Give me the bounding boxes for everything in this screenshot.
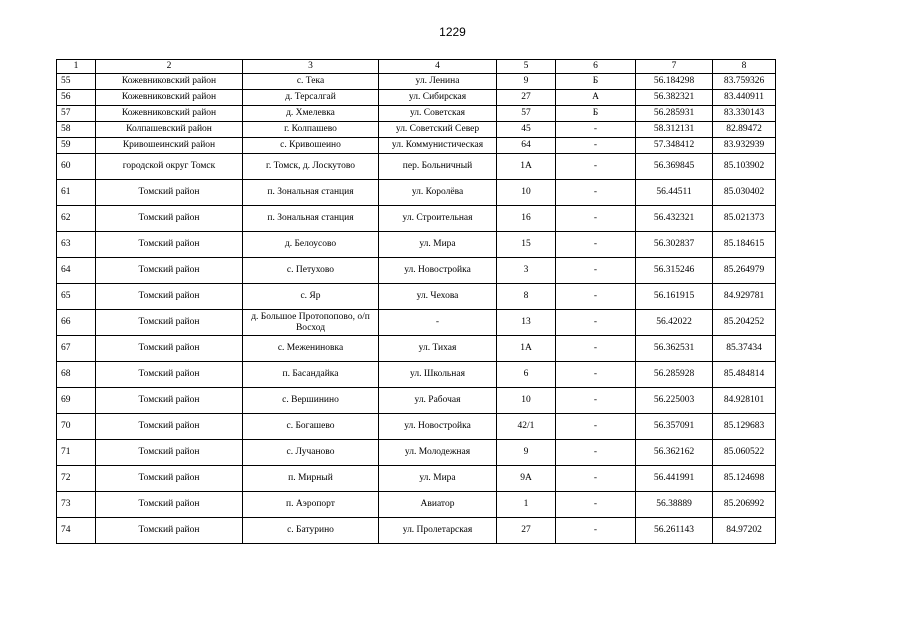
street-cell: ул. Сибирская xyxy=(379,90,497,106)
table-row xyxy=(57,388,776,414)
house-number-cell: 45 xyxy=(497,122,556,138)
table-row xyxy=(57,74,776,90)
latitude-cell: 56.285931 xyxy=(636,106,713,122)
latitude-cell: 56.161915 xyxy=(636,284,713,310)
table-row xyxy=(57,518,776,544)
settlement-cell: с. Вершинино xyxy=(243,388,379,414)
building-cell: - xyxy=(556,414,636,440)
column-header: 4 xyxy=(379,60,497,74)
house-number-cell: 9 xyxy=(497,74,556,90)
building-cell: - xyxy=(556,258,636,284)
latitude-cell: 56.184298 xyxy=(636,74,713,90)
street-cell: ул. Мира xyxy=(379,232,497,258)
longitude-cell: 83.932939 xyxy=(713,138,776,154)
house-number-cell: 9А xyxy=(497,466,556,492)
longitude-cell: 85.264979 xyxy=(713,258,776,284)
row-number-cell: 55 xyxy=(57,74,96,90)
street-cell: ул. Тихая xyxy=(379,336,497,362)
row-number-cell: 60 xyxy=(57,154,96,180)
column-header: 5 xyxy=(497,60,556,74)
latitude-cell: 56.362531 xyxy=(636,336,713,362)
district-cell: Томский район xyxy=(96,284,243,310)
longitude-cell: 84.97202 xyxy=(713,518,776,544)
district-cell: Томский район xyxy=(96,258,243,284)
house-number-cell: 8 xyxy=(497,284,556,310)
building-cell: - xyxy=(556,154,636,180)
latitude-cell: 57.348412 xyxy=(636,138,713,154)
street-cell: ул. Новостройка xyxy=(379,414,497,440)
latitude-cell: 56.261143 xyxy=(636,518,713,544)
table-row xyxy=(57,106,776,122)
latitude-cell: 56.42022 xyxy=(636,310,713,336)
row-number-cell: 72 xyxy=(57,466,96,492)
longitude-cell: 85.060522 xyxy=(713,440,776,466)
settlement-cell: с. Петухово xyxy=(243,258,379,284)
row-number-cell: 58 xyxy=(57,122,96,138)
table-row xyxy=(57,138,776,154)
row-number-cell: 67 xyxy=(57,336,96,362)
longitude-cell: 85.484814 xyxy=(713,362,776,388)
district-cell: Томский район xyxy=(96,206,243,232)
row-number-cell: 65 xyxy=(57,284,96,310)
latitude-cell: 56.285928 xyxy=(636,362,713,388)
district-cell: Томский район xyxy=(96,336,243,362)
table-row xyxy=(57,440,776,466)
table-row xyxy=(57,154,776,180)
row-number-cell: 64 xyxy=(57,258,96,284)
district-cell: Томский район xyxy=(96,232,243,258)
longitude-cell: 85.103902 xyxy=(713,154,776,180)
settlement-cell: д. Терсалгай xyxy=(243,90,379,106)
street-cell: ул. Мира xyxy=(379,466,497,492)
longitude-cell: 85.184615 xyxy=(713,232,776,258)
house-number-cell: 27 xyxy=(497,518,556,544)
district-cell: Кривошеинский район xyxy=(96,138,243,154)
house-number-cell: 57 xyxy=(497,106,556,122)
latitude-cell: 56.362162 xyxy=(636,440,713,466)
street-cell: ул. Чехова xyxy=(379,284,497,310)
table-row xyxy=(57,180,776,206)
longitude-cell: 85.204252 xyxy=(713,310,776,336)
building-cell: - xyxy=(556,388,636,414)
building-cell: - xyxy=(556,466,636,492)
district-cell: Томский район xyxy=(96,310,243,336)
district-cell: Кожевниковский район xyxy=(96,90,243,106)
street-cell: ул. Советская xyxy=(379,106,497,122)
street-cell: пер. Больничный xyxy=(379,154,497,180)
longitude-cell: 83.759326 xyxy=(713,74,776,90)
row-number-cell: 57 xyxy=(57,106,96,122)
table-row xyxy=(57,336,776,362)
column-header: 8 xyxy=(713,60,776,74)
house-number-cell: 6 xyxy=(497,362,556,388)
district-cell: Томский район xyxy=(96,180,243,206)
settlement-cell: с. Яр xyxy=(243,284,379,310)
street-cell: Авиатор xyxy=(379,492,497,518)
house-number-cell: 10 xyxy=(497,180,556,206)
latitude-cell: 56.432321 xyxy=(636,206,713,232)
building-cell: Б xyxy=(556,106,636,122)
settlement-cell: г. Томск, д. Лоскутово xyxy=(243,154,379,180)
page-number: 1229 xyxy=(439,25,466,39)
street-cell: ул. Королёва xyxy=(379,180,497,206)
settlement-cell: с. Межениновка xyxy=(243,336,379,362)
settlement-cell: п. Басандайка xyxy=(243,362,379,388)
row-number-cell: 63 xyxy=(57,232,96,258)
settlement-cell: с. Лучаново xyxy=(243,440,379,466)
house-number-cell: 15 xyxy=(497,232,556,258)
settlement-cell: с. Тека xyxy=(243,74,379,90)
row-number-cell: 59 xyxy=(57,138,96,154)
house-number-cell: 9 xyxy=(497,440,556,466)
latitude-cell: 58.312131 xyxy=(636,122,713,138)
latitude-cell: 56.315246 xyxy=(636,258,713,284)
latitude-cell: 56.382321 xyxy=(636,90,713,106)
data-table xyxy=(56,59,776,544)
latitude-cell: 56.357091 xyxy=(636,414,713,440)
table-row xyxy=(57,232,776,258)
street-cell: ул. Советский Север xyxy=(379,122,497,138)
row-number-cell: 74 xyxy=(57,518,96,544)
table-row xyxy=(57,284,776,310)
house-number-cell: 1А xyxy=(497,336,556,362)
building-cell: - xyxy=(556,284,636,310)
house-number-cell: 1А xyxy=(497,154,556,180)
building-cell: - xyxy=(556,310,636,336)
column-header: 6 xyxy=(556,60,636,74)
district-cell: Томский район xyxy=(96,440,243,466)
row-number-cell: 68 xyxy=(57,362,96,388)
table-row xyxy=(57,362,776,388)
building-cell: - xyxy=(556,336,636,362)
street-cell: ул. Строительная xyxy=(379,206,497,232)
house-number-cell: 3 xyxy=(497,258,556,284)
settlement-cell: с. Богашево xyxy=(243,414,379,440)
row-number-cell: 73 xyxy=(57,492,96,518)
table-row xyxy=(57,122,776,138)
district-cell: Томский район xyxy=(96,388,243,414)
district-cell: Томский район xyxy=(96,414,243,440)
settlement-cell: д. Белоусово xyxy=(243,232,379,258)
building-cell: - xyxy=(556,122,636,138)
street-cell: ул. Молодежная xyxy=(379,440,497,466)
longitude-cell: 85.030402 xyxy=(713,180,776,206)
district-cell: Томский район xyxy=(96,492,243,518)
building-cell: - xyxy=(556,206,636,232)
latitude-cell: 56.369845 xyxy=(636,154,713,180)
settlement-cell: г. Колпашево xyxy=(243,122,379,138)
building-cell: - xyxy=(556,492,636,518)
street-cell: ул. Новостройка xyxy=(379,258,497,284)
settlement-cell: п. Зональная станция xyxy=(243,206,379,232)
building-cell: - xyxy=(556,138,636,154)
building-cell: - xyxy=(556,440,636,466)
latitude-cell: 56.44511 xyxy=(636,180,713,206)
building-cell: А xyxy=(556,90,636,106)
street-cell: ул. Пролетарская xyxy=(379,518,497,544)
district-cell: Кожевниковский район xyxy=(96,74,243,90)
longitude-cell: 85.206992 xyxy=(713,492,776,518)
street-cell: ул. Школьная xyxy=(379,362,497,388)
building-cell: - xyxy=(556,362,636,388)
building-cell: - xyxy=(556,180,636,206)
row-number-cell: 56 xyxy=(57,90,96,106)
house-number-cell: 1 xyxy=(497,492,556,518)
column-header: 1 xyxy=(57,60,96,74)
settlement-cell: п. Мирный xyxy=(243,466,379,492)
house-number-cell: 42/1 xyxy=(497,414,556,440)
settlement-cell: п. Аэропорт xyxy=(243,492,379,518)
row-number-cell: 71 xyxy=(57,440,96,466)
longitude-cell: 83.330143 xyxy=(713,106,776,122)
house-number-cell: 64 xyxy=(497,138,556,154)
column-header: 2 xyxy=(96,60,243,74)
column-header: 3 xyxy=(243,60,379,74)
table-header-row xyxy=(57,60,776,74)
longitude-cell: 85.37434 xyxy=(713,336,776,362)
street-cell: - xyxy=(379,310,497,336)
house-number-cell: 16 xyxy=(497,206,556,232)
settlement-cell: д. Большое Протопопово, о/п Восход xyxy=(243,310,379,336)
latitude-cell: 56.441991 xyxy=(636,466,713,492)
longitude-cell: 83.440911 xyxy=(713,90,776,106)
building-cell: Б xyxy=(556,74,636,90)
table-row xyxy=(57,310,776,336)
settlement-cell: с. Кривошеино xyxy=(243,138,379,154)
longitude-cell: 85.124698 xyxy=(713,466,776,492)
column-header: 7 xyxy=(636,60,713,74)
street-cell: ул. Рабочая xyxy=(379,388,497,414)
district-cell: Томский район xyxy=(96,518,243,544)
table-row xyxy=(57,258,776,284)
district-cell: Томский район xyxy=(96,362,243,388)
longitude-cell: 85.129683 xyxy=(713,414,776,440)
row-number-cell: 69 xyxy=(57,388,96,414)
street-cell: ул. Коммунистическая xyxy=(379,138,497,154)
row-number-cell: 66 xyxy=(57,310,96,336)
row-number-cell: 61 xyxy=(57,180,96,206)
settlement-cell: д. Хмелевка xyxy=(243,106,379,122)
table-row xyxy=(57,206,776,232)
longitude-cell: 84.929781 xyxy=(713,284,776,310)
district-cell: Колпашевский район xyxy=(96,122,243,138)
building-cell: - xyxy=(556,518,636,544)
table-row xyxy=(57,466,776,492)
latitude-cell: 56.302837 xyxy=(636,232,713,258)
house-number-cell: 13 xyxy=(497,310,556,336)
settlement-cell: с. Батурино xyxy=(243,518,379,544)
latitude-cell: 56.38889 xyxy=(636,492,713,518)
building-cell: - xyxy=(556,232,636,258)
house-number-cell: 10 xyxy=(497,388,556,414)
table-row xyxy=(57,414,776,440)
house-number-cell: 27 xyxy=(497,90,556,106)
row-number-cell: 62 xyxy=(57,206,96,232)
longitude-cell: 85.021373 xyxy=(713,206,776,232)
table-row xyxy=(57,492,776,518)
latitude-cell: 56.225003 xyxy=(636,388,713,414)
table-row xyxy=(57,90,776,106)
district-cell: Кожевниковский район xyxy=(96,106,243,122)
longitude-cell: 84.928101 xyxy=(713,388,776,414)
district-cell: городской округ Томск xyxy=(96,154,243,180)
settlement-cell: п. Зональная станция xyxy=(243,180,379,206)
district-cell: Томский район xyxy=(96,466,243,492)
longitude-cell: 82.89472 xyxy=(713,122,776,138)
row-number-cell: 70 xyxy=(57,414,96,440)
street-cell: ул. Ленина xyxy=(379,74,497,90)
